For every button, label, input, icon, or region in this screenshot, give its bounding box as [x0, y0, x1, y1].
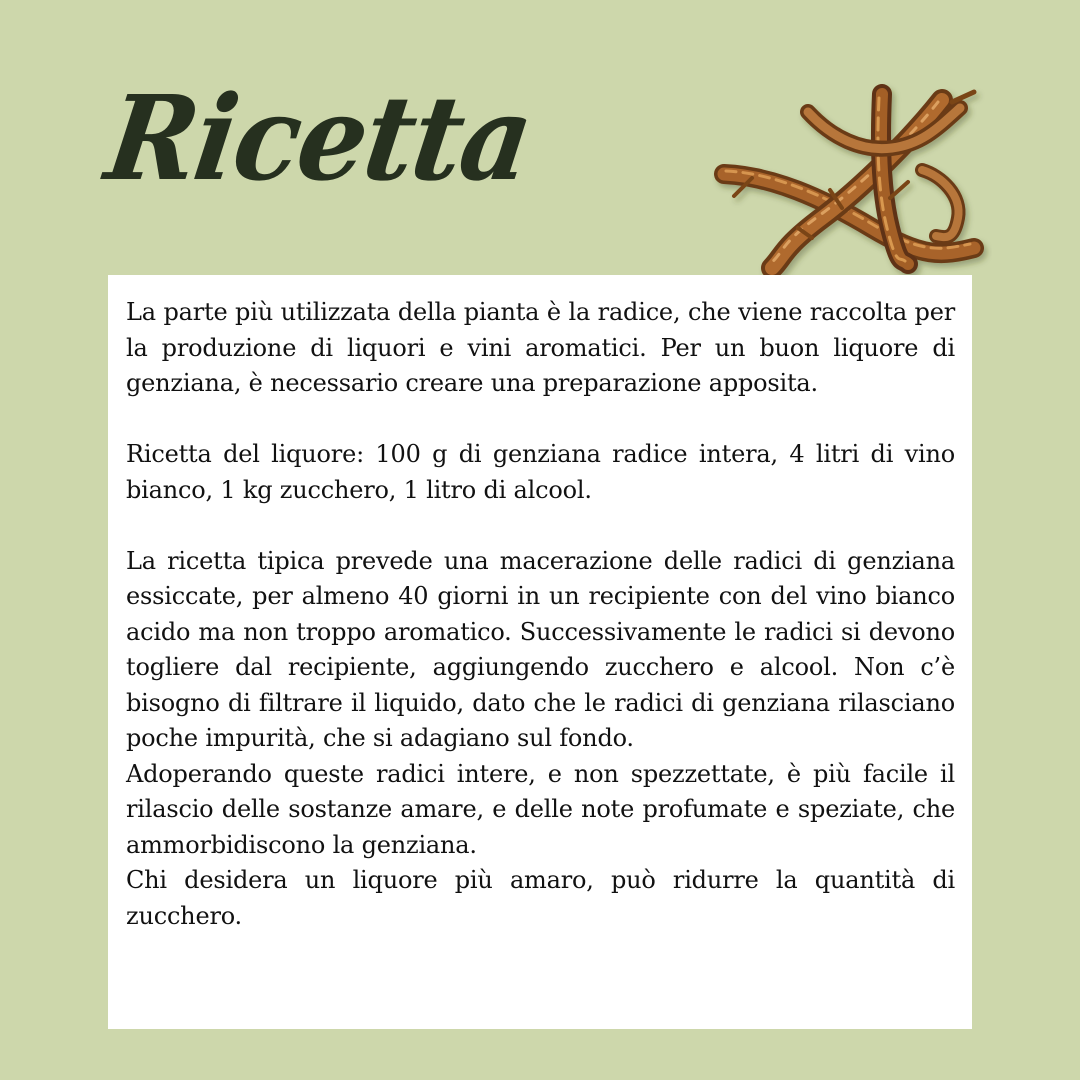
paragraph-intro: La parte più utilizzata della pianta è la radice, che viene raccolta per la produzione di liquori e vini aromatici. Per un buon liquore di genziana, è necessario creare una preparazione apposita. — [126, 298, 955, 397]
gentian-root-icon — [712, 78, 992, 278]
paragraph-ingredients: Ricetta del liquore: 100 g di genziana radice intera, 4 litri di vino bianco, 1 kg zucchero, 1 litro di alcool. — [126, 440, 955, 504]
page-title: Ricetta — [98, 71, 539, 208]
paragraph-procedure: La ricetta tipica prevede una macerazione delle radici di genziana essiccate, per almeno 40 giorni in un recipiente con del vino bianco acido ma non troppo aromatico. Successivamente le radici si devono togliere dal recipiente, aggiungendo zucchero e alcool. Non c’è bisogno di filtrare il liquido, dato che le radici di genziana rilasciano poche impurità, che si adagiano sul fondo. — [126, 546, 955, 752]
paragraph-bitterness: Chi desidera un liquore più amaro, può ridurre la quantità di zucchero. — [126, 866, 955, 930]
recipe-card — [108, 275, 972, 1029]
paragraph-tips: Adoperando queste radici intere, e non spezzettate, è più facile il rilascio delle sostanze amare, e delle note profumate e speziate, che ammorbidiscono la genziana. — [126, 759, 955, 859]
